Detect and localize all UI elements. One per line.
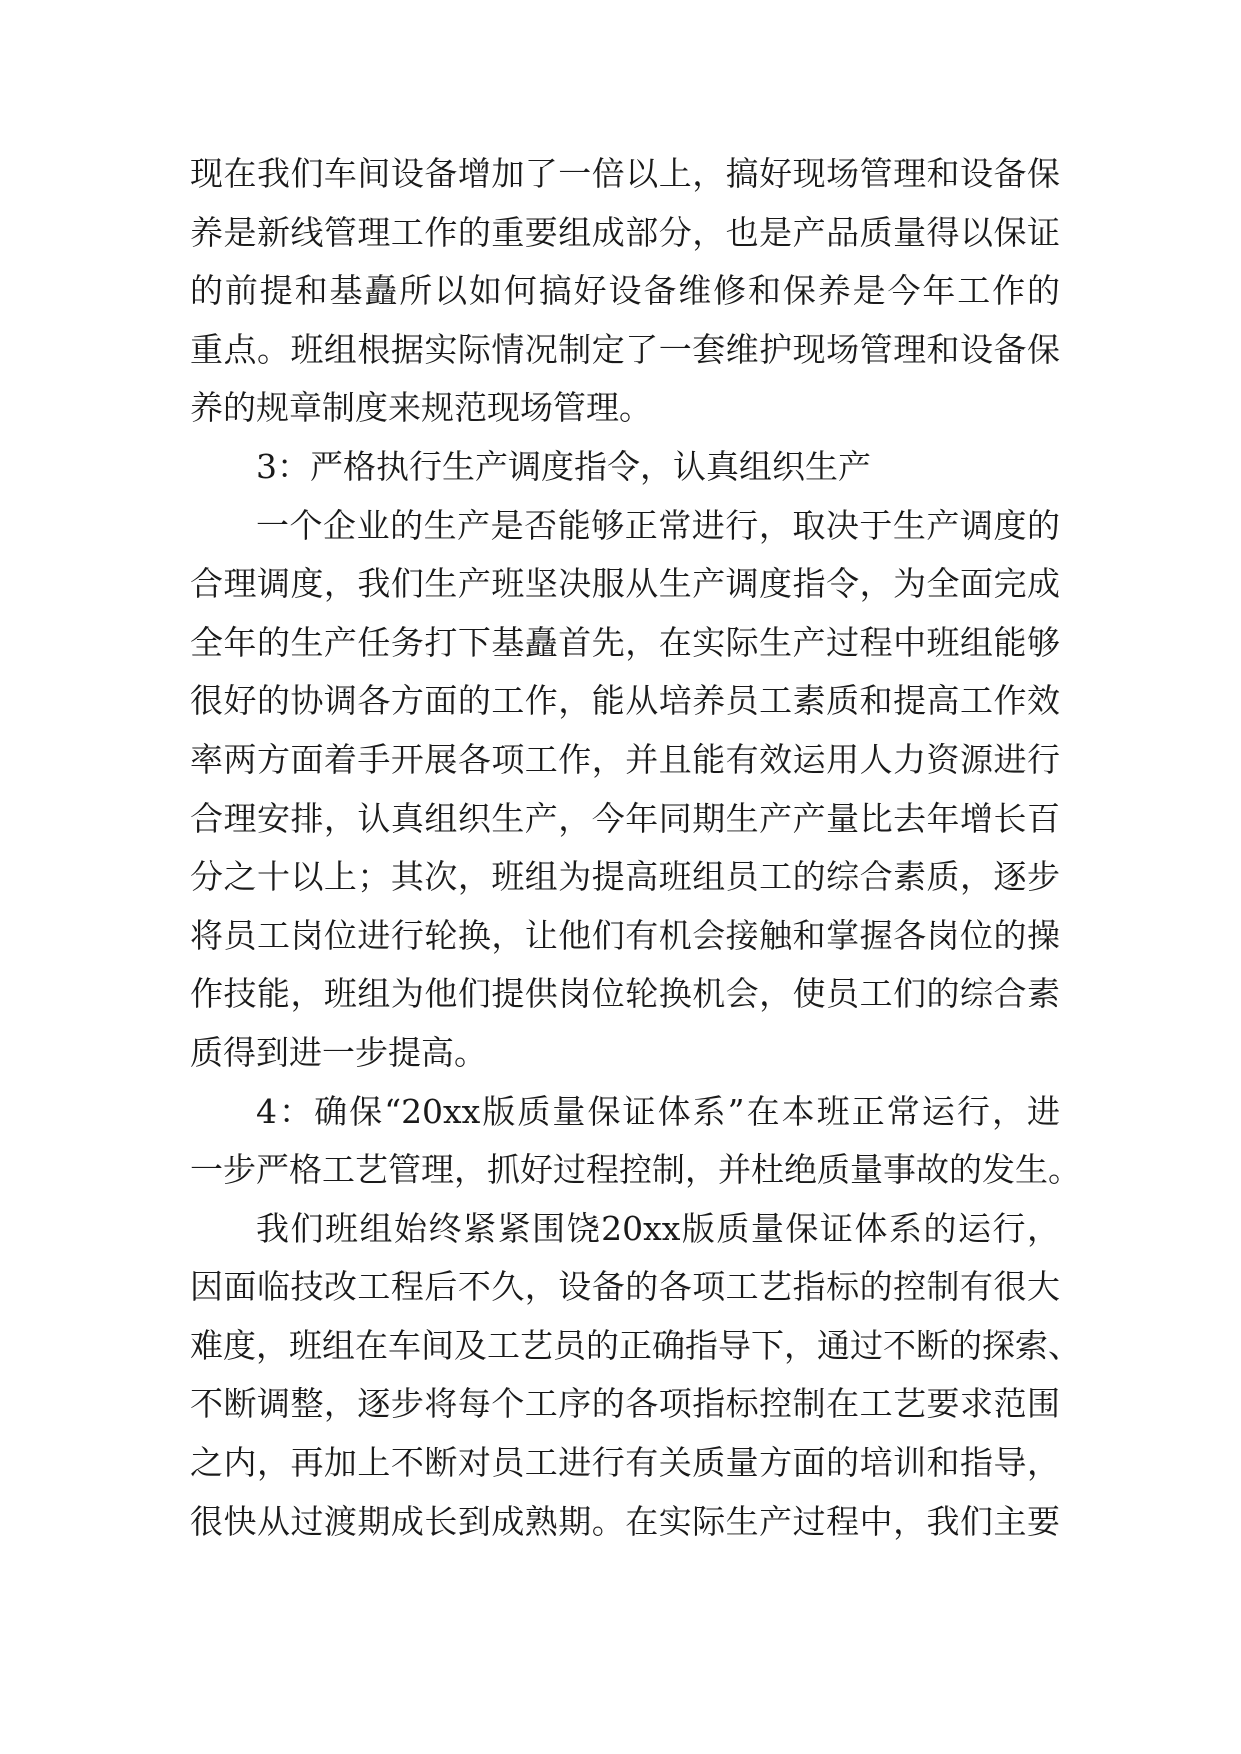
text-line: 质得到进一步提高。 bbox=[190, 1032, 487, 1072]
text-line: 作技能，班组为他们提供岗位轮换机会，使员工们的综合素 bbox=[190, 974, 1060, 1014]
text-line: 很好的协调各方面的工作，能从培养员工素质和提高工作效 bbox=[190, 681, 1060, 721]
text-line: 难度，班组在车间及工艺员的正确指导下，通过不断的探索、 bbox=[190, 1325, 1081, 1365]
text-line: 合理安排，认真组织生产，今年同期生产产量比去年增长百 bbox=[190, 798, 1060, 838]
text-line: 不断调整，逐步将每个工序的各项指标控制在工艺要求范围 bbox=[190, 1384, 1060, 1424]
text-line: 养是新线管理工作的重要组成部分，也是产品质量得以保证 bbox=[190, 212, 1060, 252]
text-line: 养的规章制度来规范现场管理。 bbox=[190, 388, 652, 428]
text-line: 重点。班组根据实际情况制定了一套维护现场管理和设备保 bbox=[190, 329, 1060, 369]
text-line: 合理调度，我们生产班坚决服从生产调度指令，为全面完成 bbox=[190, 564, 1060, 604]
body-text bbox=[190, 145, 1081, 1551]
text-line: 之内，再加上不断对员工进行有关质量方面的培训和指导， bbox=[190, 1443, 1060, 1483]
text-line: 全年的生产任务打下基矗首先，在实际生产过程中班组能够 bbox=[190, 622, 1060, 662]
text-line: 将员工岗位进行轮换，让他们有机会接触和掌握各岗位的操 bbox=[190, 915, 1060, 955]
text-line: 一步严格工艺管理，抓好过程控制，并杜绝质量事故的发生。 bbox=[190, 1150, 1081, 1190]
text-line: 很快从过渡期成长到成熟期。在实际生产过程中，我们主要 bbox=[190, 1501, 1060, 1541]
text-line: 分之十以上；其次，班组为提高班组员工的综合素质，逐步 bbox=[190, 857, 1060, 897]
text-line: 我们班组始终紧紧围饶20xx版质量保证体系的运行， bbox=[256, 1208, 1060, 1248]
text-line: 率两方面着手开展各项工作，并且能有效运用人力资源进行 bbox=[190, 739, 1060, 779]
text-line: 一个企业的生产是否能够正常进行，取决于生产调度的 bbox=[256, 505, 1060, 545]
text-line: 的前提和基矗所以如何搞好设备维修和保养是今年工作的 bbox=[190, 271, 1060, 311]
text-line: 因面临技改工程后不久，设备的各项工艺指标的控制有很大 bbox=[190, 1267, 1060, 1307]
text-line: 3：严格执行生产调度指令，认真组织生产 bbox=[256, 446, 871, 486]
text-line: 现在我们车间设备增加了一倍以上，搞好现场管理和设备保 bbox=[190, 154, 1060, 193]
text-line: 4：确保“20xx版质量保证体系”在本班正常运行，进 bbox=[256, 1091, 1060, 1131]
